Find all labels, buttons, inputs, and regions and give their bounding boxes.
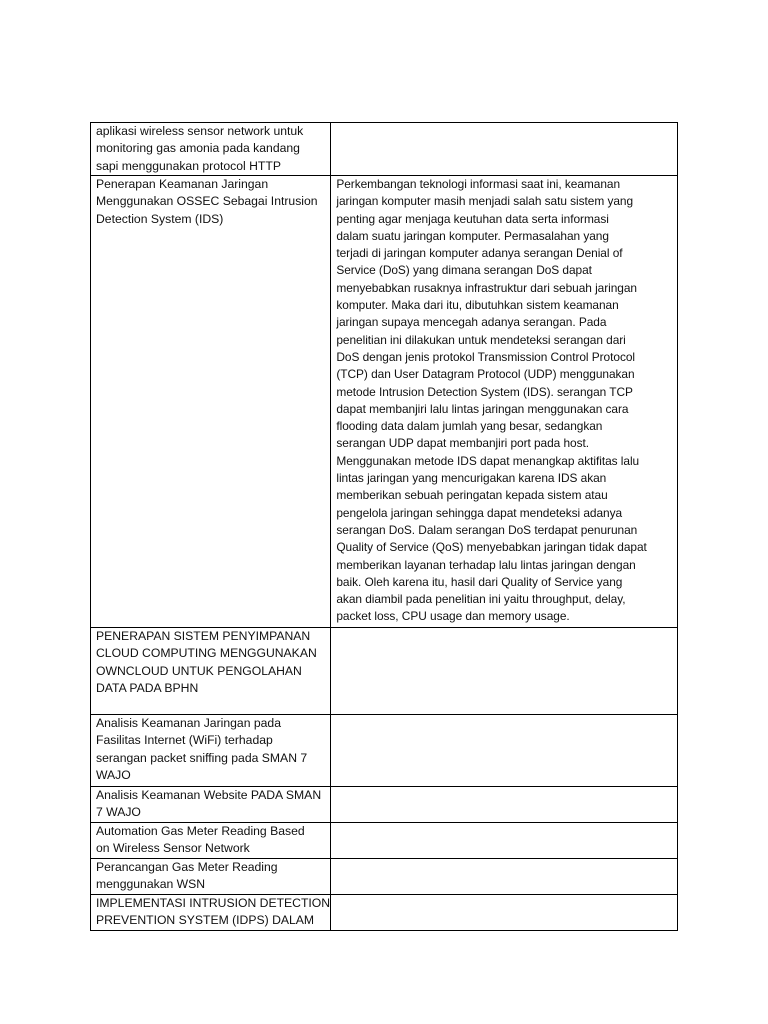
title-line: WAJO xyxy=(96,767,131,782)
description-cell xyxy=(331,787,678,823)
description-line: dalam suatu jaringan komputer. Permasalahan yang xyxy=(336,228,609,243)
description-line: Quality of Service (QoS) menyebabkan jaringan tidak dapat xyxy=(336,540,647,555)
description-line: dapat membanjiri lalu lintas jaringan menggunakan cara xyxy=(336,401,629,416)
table-row xyxy=(91,176,678,628)
description-line: (TCP) dan User Datagram Protocol (UDP) menggunakan xyxy=(336,367,635,382)
title-line: Menggunakan OSSEC Sebagai Intrusion xyxy=(96,194,318,209)
title-line: Fasilitas Internet (WiFi) terhadap xyxy=(96,733,273,748)
title-line: Perancangan Gas Meter Reading xyxy=(96,860,278,874)
description-cell xyxy=(331,859,678,895)
table-row xyxy=(91,123,678,176)
table-row xyxy=(91,823,678,859)
description-line: baik. Oleh karena itu, hasil dari Quality of Service yang xyxy=(336,574,623,589)
title-cell xyxy=(91,895,331,931)
description-line: komputer. Maka dari itu, dibutuhkan sistem keamanan xyxy=(336,298,619,313)
description-line: terjadi di jaringan komputer adanya serangan Denial of xyxy=(336,246,623,261)
description-cell xyxy=(331,823,678,859)
title-line: aplikasi wireless sensor network untuk xyxy=(96,124,304,138)
title-cell xyxy=(91,859,331,895)
title-line: Automation Gas Meter Reading Based xyxy=(96,824,305,838)
title-line: CLOUD COMPUTING MENGGUNAKAN xyxy=(96,646,317,661)
table-row xyxy=(91,895,678,931)
title-line: Penerapan Keamanan Jaringan xyxy=(96,177,269,191)
table-row xyxy=(91,628,678,715)
description-line: akan diambil pada penelitian ini yaitu throughput, delay, xyxy=(336,592,626,607)
description-line: Menggunakan metode IDS dapat menangkap aktifitas lalu xyxy=(336,453,640,468)
description-cell xyxy=(331,715,678,787)
description-line: Service (DoS) yang dimana serangan DoS dapat xyxy=(336,263,592,278)
title-line: PREVENTION SYSTEM (IDPS) DALAM xyxy=(96,913,315,928)
description-line: flooding data dalam jumlah yang besar, sedangkan xyxy=(336,419,603,434)
title-line: IMPLEMENTASI INTRUSION DETECTION xyxy=(96,896,331,910)
title-line: sapi menggunakan protocol HTTP xyxy=(96,158,281,173)
description-cell xyxy=(331,895,678,931)
table-row xyxy=(91,715,678,787)
description-line: memberikan sebuah peringatan kepada sistem atau xyxy=(336,488,608,503)
title-line: on Wireless Sensor Network xyxy=(96,841,250,856)
title-cell xyxy=(91,715,331,787)
table-row xyxy=(91,787,678,823)
description-line: memberikan layanan terhadap lalu lintas jaringan dengan xyxy=(336,557,636,572)
title-line: serangan packet sniffing pada SMAN 7 xyxy=(96,750,308,765)
title-line: menggunakan WSN xyxy=(96,877,206,892)
description-line: lintas jaringan yang mencurigakan karena IDS akan xyxy=(336,471,607,486)
description-line: jaringan komputer masih menjadi salah satu sistem yang xyxy=(336,194,634,209)
description-line: jaringan supaya mencegah adanya serangan. Pada xyxy=(336,315,607,330)
description-line: DoS dengan jenis protokol Transmission Control Protocol xyxy=(336,349,635,364)
description-cell xyxy=(331,176,678,628)
title-line: 7 WAJO xyxy=(96,805,141,820)
table-row xyxy=(91,859,678,895)
description-line: penelitian ini dilakukan untuk mendeteksi serangan dari xyxy=(336,332,626,347)
title-line: Analisis Keamanan Jaringan pada xyxy=(96,716,281,730)
title-line: PENERAPAN SISTEM PENYIMPANAN xyxy=(96,629,311,643)
title-line: Detection System (IDS) xyxy=(96,211,224,226)
description-line: packet loss, CPU usage dan memory usage. xyxy=(336,609,570,624)
description-line: penting agar menjaga keutuhan data serta informasi xyxy=(336,211,609,226)
description-cell xyxy=(331,123,678,176)
title-cell xyxy=(91,176,331,628)
description-line: metode Intrusion Detection System (IDS). serangan TCP xyxy=(336,384,633,399)
title-line: OWNCLOUD UNTUK PENGOLAHAN xyxy=(96,663,302,678)
title-line: DATA PADA BPHN xyxy=(96,680,199,695)
description-cell xyxy=(331,628,678,715)
title-line: monitoring gas amonia pada kandang xyxy=(96,141,300,156)
description-line: serangan UDP dapat membanjiri port pada host. xyxy=(336,436,590,451)
title-cell xyxy=(91,787,331,823)
document-table xyxy=(90,122,678,931)
title-cell xyxy=(91,123,331,176)
title-cell xyxy=(91,823,331,859)
title-cell xyxy=(91,628,331,715)
description-line: Perkembangan teknologi informasi saat ini, keamanan xyxy=(336,177,621,191)
description-line: pengelola jaringan sehingga dapat mendeteksi adanya xyxy=(336,505,623,520)
title-line: Analisis Keamanan Website PADA SMAN xyxy=(96,788,322,802)
description-line: serangan DoS. Dalam serangan DoS terdapat penurunan xyxy=(336,522,638,537)
description-line: menyebabkan rusaknya infrastruktur dari sebuah jaringan xyxy=(336,280,637,295)
